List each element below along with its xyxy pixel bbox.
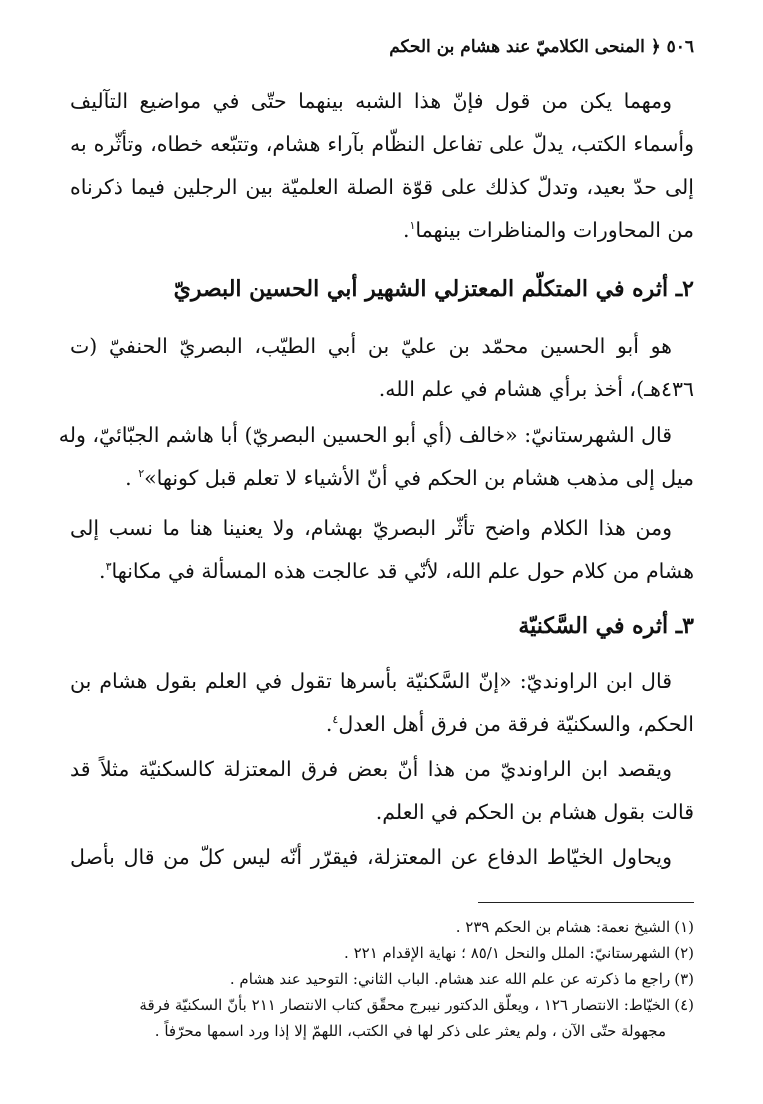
paragraph-line: الحكم، والسكنيّة فرقة من فرق أهل العدل$^٤$. <box>325 712 694 736</box>
footnote-ref-1: ١ <box>409 219 416 233</box>
paragraph-6 <box>70 748 694 834</box>
paragraph-line: هو أبو الحسين محمّد بن عليّ بن أبي الطيّب، البصريّ الحنفيّ (ت <box>70 334 672 358</box>
paragraph-line: قالت بقول هشام بن الحكم في العلم. <box>375 800 694 824</box>
paragraph-line: وأسماء الكتب، يدلّ على تفاعل النظّام بآراء هشام، وتتبّعه خطاه، وتأثّره به <box>70 132 694 156</box>
footnote-2 <box>70 942 694 965</box>
paragraph-text: الحكم، والسكنيّة فرقة من فرق أهل العدل <box>338 712 694 736</box>
footnote-text: الشهرستانيّ: الملل والنحل ٨٥/١ ؛ نهاية الإقدام ٢٢١ . <box>344 944 671 962</box>
paragraph-4 <box>70 507 694 593</box>
running-head: ٥٠٦ ﴿ المنحى الكلاميّ عند هشام بن الحكم <box>389 37 694 57</box>
footnote-text: راجع ما ذكرته عن علم الله عند هشام. الباب الثاني: التوحيد عند هشام . <box>229 970 671 988</box>
paragraph-text: هشام من كلام حول علم الله، لأنّي قد عالجت هذه المسألة في مكانها <box>111 559 694 583</box>
paragraph-line: ومن هذا الكلام واضح تأثّر البصريّ بهشام، ولا يعنينا هنا ما نسب إلى <box>70 516 672 540</box>
footnote-number: (١) <box>674 918 694 936</box>
footnote-ref-3: ٣ <box>105 560 112 574</box>
paragraph-line: قال ابن الراونديّ: «إنّ السَّكنيّة بأسرها تقول في العلم بقول هشام بن <box>70 669 672 693</box>
paragraph-line: ٤٣٦هـ)، أخذ برأي هشام في علم الله. <box>378 377 694 401</box>
paragraph-line: ويقصد ابن الراونديّ من هذا أنّ بعض فرق المعتزلة كالسكنيّة مثلاً قد <box>70 757 672 781</box>
footnote-ref-4: ٤ <box>332 713 339 727</box>
footnote-number: (٣) <box>674 970 694 988</box>
paragraph-5 <box>70 660 694 746</box>
paragraph-3 <box>58 414 694 500</box>
footnote-separator <box>478 902 694 903</box>
paragraph-line: هشام من كلام حول علم الله، لأنّي قد عالجت هذه المسألة في مكانها$^٣$. <box>99 559 694 583</box>
footnote-number: (٢) <box>674 944 694 962</box>
paragraph-line: إلى حدّ بعيد، وتدلّ كذلك على قوّة الصلة العلميّة بين الرجلين فيما ذكرناه <box>70 175 694 199</box>
paragraph-text: من المحاورات والمناظرات بينهما <box>415 218 694 242</box>
paragraph-text: ميل إلى مذهب هشام بن الحكم في أنّ الأشياء لا تعلم قبل كونها» <box>144 466 694 490</box>
footnote-3 <box>70 968 694 991</box>
section-heading-2: ٢ـ أثره في المتكلّم المعتزلي الشهير أبي الحسين البصريّ <box>173 276 694 302</box>
paragraph-line: قال الشهرستانيّ: «خالف (أي أبو الحسين البصريّ) أبا هاشم الجبّائيّ، وله <box>58 423 672 447</box>
paragraph-line: من المحاورات والمناظرات بينهما$^١$. <box>402 218 694 242</box>
paragraph-line: ويحاول الخيّاط الدفاع عن المعتزلة، فيقرّر أنّه ليس كلّ من قال بأصل <box>70 845 672 869</box>
footnote-ref-2: ٢ <box>138 467 145 481</box>
paragraph-1 <box>70 80 694 252</box>
paragraph-2 <box>70 325 694 411</box>
paragraph-7 <box>70 836 694 879</box>
footnote-4-continuation: مجهولة حتّى الآن ، ولم يعثر على ذكر لها في الكتب، اللهمّ إلا إذا ورد اسمها محرّفاً . <box>154 1022 666 1040</box>
footnote-number: (٤) <box>674 996 694 1014</box>
footnote-text: الشيخ نعمة: هشام بن الحكم ٢٣٩ . <box>455 918 671 936</box>
book-page <box>58 0 694 1104</box>
paragraph-line: ومهما يكن من قول فإنّ هذا الشبه بينهما حتّى في مواضيع التآليف <box>70 89 672 113</box>
paragraph-line: ميل إلى مذهب هشام بن الحكم في أنّ الأشياء لا تعلم قبل كونها»$^٢$ . <box>125 466 694 490</box>
footnote-1 <box>70 916 694 939</box>
section-heading-3: ٣ـ أثره في السَّكنيّة <box>518 613 694 639</box>
footnote-4 <box>70 994 694 1017</box>
footnote-text: الخيّاط: الانتصار ١٢٦ ، ويعلّق الدكتور نيبرج محقّق كتاب الانتصار ٢١١ بأنّ السكنيّة فرقة <box>139 996 671 1014</box>
